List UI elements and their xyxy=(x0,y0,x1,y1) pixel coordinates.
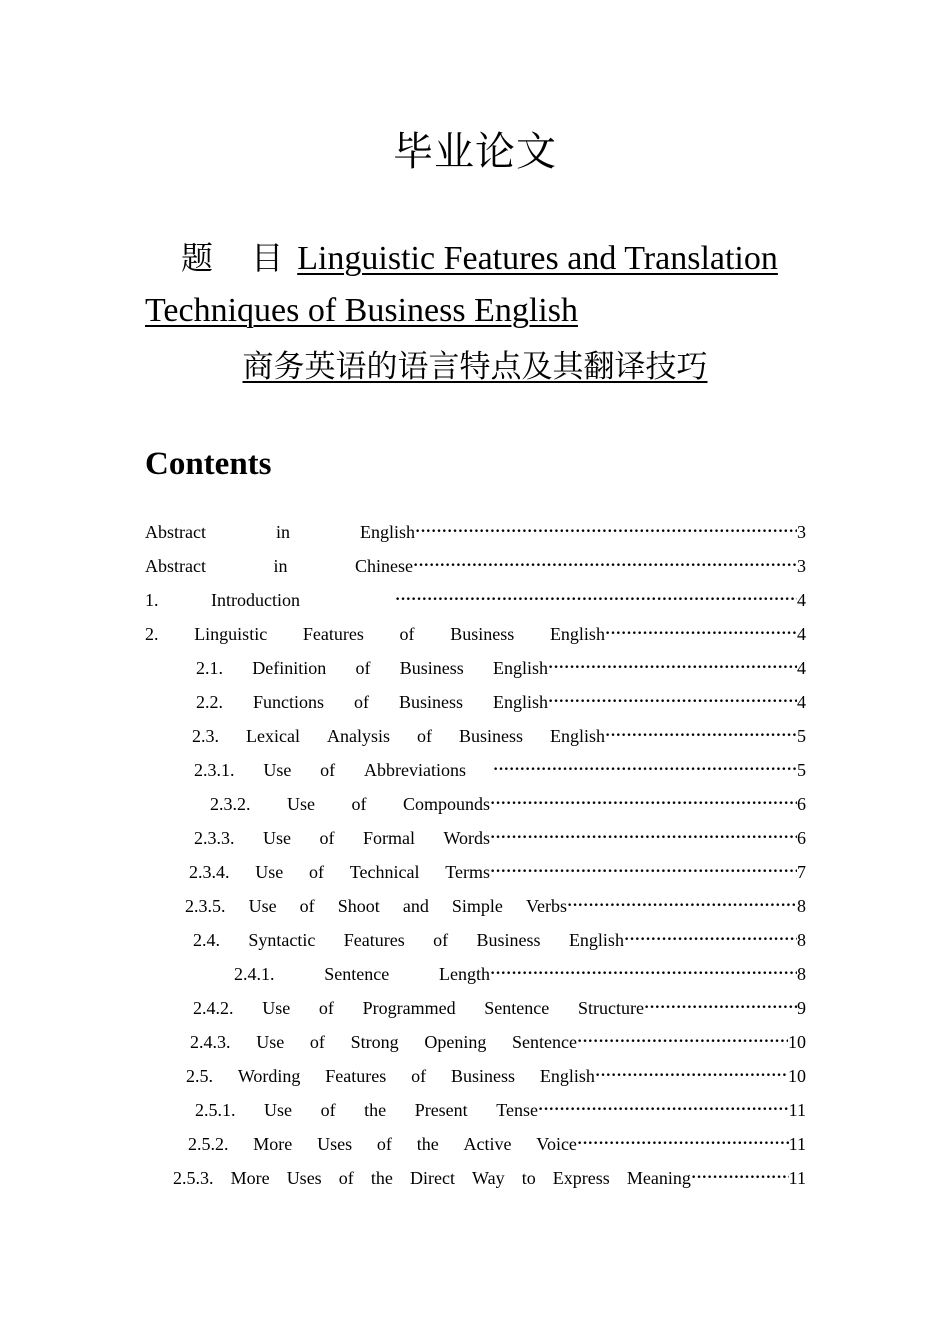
toc-entry-word: of xyxy=(299,896,315,916)
toc-entry-word: Formal xyxy=(362,828,415,848)
thesis-title: 毕业论文 xyxy=(393,129,557,175)
title-english-line2: Techniques of Business English xyxy=(145,292,578,329)
toc-leader-dots xyxy=(413,549,797,583)
toc-entry-title xyxy=(193,991,644,1025)
toc-entry-word: Verbs xyxy=(526,896,567,916)
toc-leader-dots xyxy=(490,787,797,821)
toc-entry-word: English xyxy=(539,1066,595,1086)
toc-leader-dots xyxy=(691,1161,789,1195)
toc-page-number: 4 xyxy=(797,624,806,644)
toc-entry xyxy=(193,923,806,957)
toc-leader-dots xyxy=(577,1127,789,1161)
toc-entry-word: 2.3.5. xyxy=(185,896,226,916)
toc-entry-word: 2.4.2. xyxy=(193,998,234,1018)
title-chinese xyxy=(145,341,805,393)
toc-entry-word: Use xyxy=(255,862,284,882)
toc-entry-word: Abstract xyxy=(145,556,206,576)
toc-entry xyxy=(145,549,806,583)
toc-entry-title xyxy=(186,1059,595,1093)
toc-entry-title xyxy=(196,685,548,719)
toc-entry xyxy=(145,617,806,651)
toc-entry-word: of xyxy=(320,760,336,780)
toc-entry-word: of xyxy=(399,624,415,644)
toc-leader-dots xyxy=(490,855,797,889)
toc-entry-word: Use xyxy=(248,896,277,916)
toc-entry-word: 2.3.2. xyxy=(210,794,251,814)
toc-entry-title xyxy=(173,1161,691,1195)
toc-leader-dots xyxy=(415,515,797,549)
toc-entry-word: Business xyxy=(458,726,523,746)
toc-entry-word: Length xyxy=(439,964,490,984)
toc-entry-word: 2.3.4. xyxy=(189,862,230,882)
toc-leader-dots xyxy=(567,889,797,923)
toc-entry-word: Structure xyxy=(577,998,644,1018)
toc-leader-dots xyxy=(493,753,797,787)
toc-entry-title xyxy=(192,719,605,753)
toc-entry-word: Present xyxy=(414,1100,468,1120)
toc-entry-word: Features xyxy=(325,1066,387,1086)
toc-entry-word: of xyxy=(351,794,367,814)
toc-entry-word: Business xyxy=(451,1066,516,1086)
toc-entry-word: Use xyxy=(256,1032,285,1052)
toc-entry-word: 2.2. xyxy=(196,692,223,712)
toc-page-number: 11 xyxy=(788,1134,806,1154)
toc-leader-dots xyxy=(548,651,797,685)
toc-entry-word: of xyxy=(318,998,334,1018)
toc-entry-word: Voice xyxy=(536,1134,577,1154)
toc-page-number: 6 xyxy=(797,828,806,848)
toc-entry xyxy=(196,651,806,685)
toc-entry xyxy=(234,957,806,991)
toc-entry-word: of xyxy=(320,1100,336,1120)
toc-entry xyxy=(192,719,806,753)
toc-entry-word: Direct xyxy=(409,1168,455,1188)
toc-entry xyxy=(195,1093,806,1127)
toc-entry-word: Technical xyxy=(349,862,420,882)
toc-entry-word: Abstract xyxy=(145,522,206,542)
toc-entry-word: English xyxy=(549,726,605,746)
toc-entry-word: in xyxy=(273,556,288,576)
toc-entry-word: of xyxy=(309,862,325,882)
toc-entry xyxy=(145,583,806,617)
toc-page-number: 10 xyxy=(788,1032,806,1052)
toc-entry xyxy=(186,1059,806,1093)
toc-entry-title xyxy=(190,1025,577,1059)
toc-leader-dots xyxy=(624,923,797,957)
toc-entry-word: English xyxy=(492,692,548,712)
toc-entry xyxy=(194,821,806,855)
toc-page-number: 4 xyxy=(797,658,806,678)
toc-leader-dots xyxy=(538,1093,789,1127)
toc-page-number: 7 xyxy=(797,862,806,882)
toc-entry-word: the xyxy=(416,1134,439,1154)
toc-leader-dots xyxy=(577,1025,788,1059)
toc-entry-word: Business xyxy=(450,624,515,644)
toc-leader-dots xyxy=(595,1059,788,1093)
toc-entry-word: Shoot xyxy=(337,896,380,916)
toc-leader-dots xyxy=(490,821,797,855)
toc-entry-word: Opening xyxy=(424,1032,487,1052)
toc-entry xyxy=(194,753,806,787)
toc-entry-word: Compounds xyxy=(402,794,490,814)
toc-entry-word: Uses xyxy=(286,1168,322,1188)
toc-entry-word: Business xyxy=(399,658,464,678)
toc-entry-title xyxy=(194,821,490,855)
toc-entry-word: Active xyxy=(463,1134,512,1154)
toc-entry xyxy=(185,889,806,923)
toc-entry-title xyxy=(234,957,490,991)
toc-page-number: 10 xyxy=(788,1066,806,1086)
topic-block xyxy=(145,232,805,393)
toc-entry-word: Use xyxy=(262,998,291,1018)
toc-page-number: 8 xyxy=(797,964,806,984)
toc-page-number: 3 xyxy=(797,522,806,542)
toc-entry-title xyxy=(188,1127,577,1161)
toc-entry-word: and xyxy=(402,896,429,916)
toc-entry-word: Lexical xyxy=(246,726,300,746)
toc-entry-word: of xyxy=(376,1134,392,1154)
toc-entry-word: Introduction xyxy=(211,590,300,610)
toc-page-number: 4 xyxy=(797,590,806,610)
toc-leader-dots xyxy=(490,957,797,991)
contents-heading: Contents xyxy=(145,446,272,482)
toc-entry-word: of xyxy=(416,726,432,746)
toc-entry-word: of xyxy=(353,692,369,712)
toc-entry-word: Definition xyxy=(252,658,327,678)
toc-page-number: 5 xyxy=(797,760,806,780)
toc-entry-word: Syntactic xyxy=(248,930,316,950)
toc-entry xyxy=(189,855,806,889)
toc-entry-word: 2.5.3. xyxy=(173,1168,214,1188)
toc-entry-word: 2.4. xyxy=(193,930,220,950)
toc-entry-word: English xyxy=(359,522,415,542)
toc-entry-word: of xyxy=(411,1066,427,1086)
toc-leader-dots xyxy=(395,583,797,617)
toc-entry xyxy=(188,1127,806,1161)
toc-entry-word: 2.5.1. xyxy=(195,1100,236,1120)
toc-page-number: 4 xyxy=(797,692,806,712)
title-english-line1: Linguistic Features and Translation xyxy=(297,240,778,277)
toc-page-number: 9 xyxy=(797,998,806,1018)
toc-entry-word: Uses xyxy=(317,1134,353,1154)
toc-entry xyxy=(173,1161,806,1195)
toc-entry-word: 2.4.1. xyxy=(234,964,275,984)
toc-entry-word: of xyxy=(355,658,371,678)
toc-entry-word: More xyxy=(230,1168,270,1188)
toc-leader-dots xyxy=(548,685,797,719)
toc-entry-word: 2.1. xyxy=(196,658,223,678)
toc-page-number: 8 xyxy=(797,930,806,950)
toc-entry-title xyxy=(189,855,490,889)
toc-entry-word: Meaning xyxy=(626,1168,691,1188)
toc-entry-word: Use xyxy=(263,760,292,780)
toc-entry xyxy=(193,991,806,1025)
toc-entry-word: Tense xyxy=(496,1100,538,1120)
toc-page-number: 3 xyxy=(797,556,806,576)
toc-leader-dots xyxy=(644,991,797,1025)
toc-entry-word: Business xyxy=(476,930,541,950)
toc-entry-word: the xyxy=(364,1100,387,1120)
toc-entry-word: Sentence xyxy=(484,998,550,1018)
toc-entry-title xyxy=(194,753,466,787)
toc-entry-word: 2.5. xyxy=(186,1066,213,1086)
topic-label: 题 目 xyxy=(181,239,298,277)
toc-entry-title xyxy=(145,549,413,583)
toc-entry-word: Chinese xyxy=(355,556,413,576)
toc-entry-word: 2.3. xyxy=(192,726,219,746)
toc-entry-word: Analysis xyxy=(326,726,390,746)
toc-entry-title xyxy=(193,923,624,957)
toc-entry-word: 2.3.3. xyxy=(194,828,235,848)
toc-entry-word: Express xyxy=(552,1168,610,1188)
toc-entry-word: Sentence xyxy=(512,1032,577,1052)
toc-entry-word: 1. xyxy=(145,590,159,610)
toc-entry xyxy=(196,685,806,719)
toc-entry-word: to xyxy=(521,1168,536,1188)
toc-entry-word: Use xyxy=(264,1100,293,1120)
toc-entry xyxy=(190,1025,806,1059)
toc-entry-title xyxy=(210,787,490,821)
toc-entry-word: Strong xyxy=(350,1032,399,1052)
toc-page-number: 8 xyxy=(797,896,806,916)
toc-entry-word: Sentence xyxy=(324,964,390,984)
toc-entry-word: Way xyxy=(472,1168,505,1188)
toc-page-number: 5 xyxy=(797,726,806,746)
toc-entry-word: Simple xyxy=(451,896,503,916)
toc-entry-word: English xyxy=(549,624,605,644)
toc-entry-word: the xyxy=(370,1168,393,1188)
toc-entry-word: Functions xyxy=(252,692,324,712)
toc-page-number: 6 xyxy=(797,794,806,814)
toc-entry-word: Abbreviations xyxy=(363,760,466,780)
toc-entry xyxy=(210,787,806,821)
toc-leader-dots xyxy=(605,719,797,753)
toc-entry-word: Linguistic xyxy=(194,624,268,644)
toc-entry-word: Use xyxy=(286,794,315,814)
toc-entry-title xyxy=(145,617,605,651)
toc-entry-title xyxy=(196,651,548,685)
toc-entry-word: More xyxy=(253,1134,293,1154)
toc-entry-word: Features xyxy=(302,624,364,644)
toc-entry xyxy=(145,515,806,549)
toc-entry-word: Business xyxy=(398,692,463,712)
toc-entry-word: 2.4.3. xyxy=(190,1032,231,1052)
toc-leader-dots xyxy=(605,617,797,651)
toc-entry-word: English xyxy=(568,930,624,950)
toc-entry-word: of xyxy=(338,1168,354,1188)
toc-entry-word: 2. xyxy=(145,624,159,644)
toc-entry-word: Terms xyxy=(445,862,490,882)
toc-entry-word: Words xyxy=(443,828,490,848)
toc-page-number: 11 xyxy=(788,1168,806,1188)
toc-entry-title xyxy=(145,583,300,617)
title-chinese-text: 商务英语的语言特点及其翻译技巧 xyxy=(242,349,708,385)
toc-entry-word: of xyxy=(309,1032,325,1052)
toc-entry-title xyxy=(145,515,415,549)
toc-entry-title xyxy=(195,1093,538,1127)
toc-entry-word: Use xyxy=(262,828,291,848)
toc-entry-word: Programmed xyxy=(362,998,456,1018)
toc-entry-word: of xyxy=(319,828,335,848)
toc-entry-word: 2.5.2. xyxy=(188,1134,229,1154)
toc-entry-word: 2.3.1. xyxy=(194,760,235,780)
toc-entry-word: of xyxy=(433,930,449,950)
toc-entry-title xyxy=(185,889,567,923)
toc-entry-word: in xyxy=(275,522,290,542)
toc-entry-word: Features xyxy=(343,930,405,950)
toc-entry-word: English xyxy=(492,658,548,678)
toc-entry-word: Wording xyxy=(237,1066,301,1086)
toc-page-number: 11 xyxy=(788,1100,806,1120)
